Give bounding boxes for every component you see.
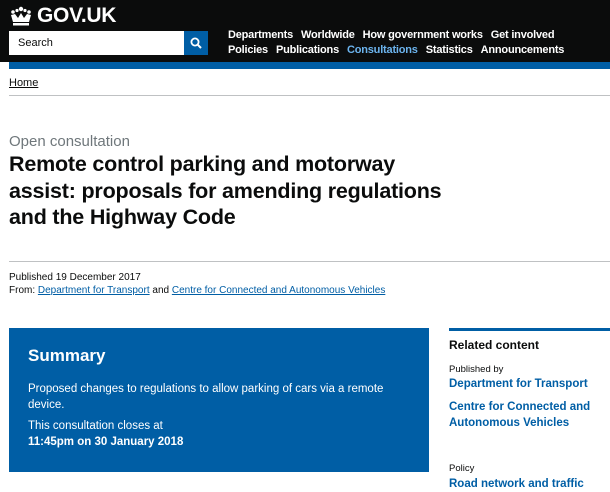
summary-description: Proposed changes to regulations to allow parking of cars via a remote device. bbox=[28, 383, 384, 411]
page-title: Remote control parking and motorway assist: proposals for amending regulations and the Highway Code bbox=[9, 152, 442, 229]
related-department-link[interactable]: Department for Transport bbox=[449, 378, 588, 390]
nav-row-2 bbox=[228, 42, 608, 57]
nav-worldwide[interactable]: Worldwide bbox=[301, 28, 355, 41]
govuk-logo-link[interactable] bbox=[9, 4, 116, 28]
crown-icon bbox=[9, 6, 33, 26]
related-centre-link[interactable]: Centre for Connected and Autonomous Vehicles bbox=[449, 401, 591, 429]
nav-how-government-works[interactable]: How government works bbox=[362, 28, 483, 41]
header-blue-bar bbox=[9, 62, 610, 69]
nav-policies[interactable]: Policies bbox=[228, 43, 268, 56]
from-centre-link[interactable]: Centre for Connected and Autonomous Vehicles bbox=[171, 285, 386, 296]
summary-box bbox=[9, 328, 429, 472]
main-nav bbox=[228, 27, 608, 57]
from-label: From: bbox=[9, 285, 36, 296]
site-header bbox=[0, 0, 610, 62]
breadcrumb-divider bbox=[9, 95, 610, 96]
search-form bbox=[9, 31, 208, 55]
document-type: Open consultation bbox=[9, 133, 130, 150]
related-policy-link[interactable]: Road network and traffic bbox=[449, 478, 584, 490]
published-date: Published 19 December 2017 bbox=[9, 272, 141, 283]
policy-label: Policy bbox=[449, 463, 475, 474]
metadata-divider bbox=[9, 261, 610, 262]
from-and: and bbox=[152, 285, 170, 296]
nav-get-involved[interactable]: Get involved bbox=[490, 28, 555, 41]
summary-heading: Summary bbox=[28, 346, 106, 365]
logo-text: GOV.UK bbox=[37, 4, 117, 27]
nav-departments[interactable]: Departments bbox=[228, 28, 294, 41]
from-line bbox=[9, 285, 385, 296]
search-icon bbox=[190, 37, 202, 49]
related-top-border bbox=[449, 328, 610, 331]
closes-date: 11:45pm on 30 January 2018 bbox=[28, 436, 184, 448]
search-button[interactable] bbox=[184, 31, 208, 55]
nav-row-1 bbox=[228, 27, 608, 42]
nav-announcements[interactable]: Announcements bbox=[480, 43, 565, 56]
published-by-label: Published by bbox=[449, 364, 504, 375]
closes-label: This consultation closes at bbox=[28, 420, 163, 432]
nav-publications[interactable]: Publications bbox=[275, 43, 339, 56]
breadcrumb-home[interactable]: Home bbox=[9, 77, 39, 89]
related-content-heading: Related content bbox=[449, 338, 540, 352]
search-input[interactable] bbox=[9, 31, 184, 55]
from-department-link[interactable]: Department for Transport bbox=[37, 285, 150, 296]
nav-statistics[interactable]: Statistics bbox=[425, 43, 473, 56]
nav-consultations[interactable]: Consultations bbox=[346, 43, 418, 56]
